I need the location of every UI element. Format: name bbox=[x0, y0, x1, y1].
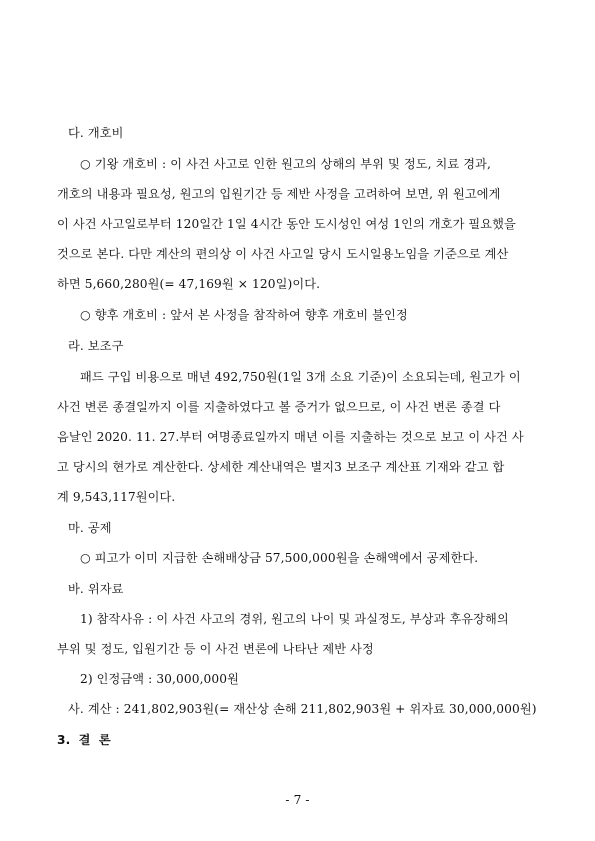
paragraph-line: 사건 변론 종결일까지 이를 지출하였다고 볼 증거가 없으므로, 이 사건 변론 종결 다 bbox=[57, 400, 501, 414]
calculation-line: 사. 계산 : 241,802,903원(= 재산상 손해 211,802,903원 + 위자료 30,000,000원) bbox=[68, 702, 537, 716]
text-run: ○ 기왕 개호비 : 이 사건 사고로 인한 원고의 상해의 부위 및 정도, 치료 경과, bbox=[80, 157, 491, 171]
section-heading-deduction: 마. 공제 bbox=[68, 521, 112, 535]
paragraph-line: ○ 향후 개호비 : 앞서 본 사정을 참작하여 향후 개호비 불인정 bbox=[80, 308, 408, 322]
paragraph-line: 하면 5,660,280원(= 47,169원 × 120일)이다. bbox=[57, 277, 321, 291]
paragraph-line: 2) 인정금액 : 30,000,000원 bbox=[80, 672, 239, 686]
paragraph-line: 패드 구입 비용으로 매년 492,750원(1일 3개 소요 기준)이 소요되는데, 원고가 이 bbox=[80, 370, 521, 384]
paragraph-line: 개호의 내용과 필요성, 원고의 입원기간 등 제반 사정을 고려하여 보면, 위 원고에게 bbox=[57, 187, 501, 201]
paragraph-line: 음날인 2020. 11. 27.부터 여명종료일까지 매년 이를 지출하는 것으로 보고 이 사건 사 bbox=[57, 430, 524, 444]
paragraph-line bbox=[80, 155, 548, 172]
conclusion-heading: 3. 결 론 bbox=[57, 733, 111, 747]
section-heading-nursing: 다. 개호비 bbox=[68, 126, 124, 140]
paragraph-line: ○ 피고가 이미 지급한 손해배상금 57,500,000원을 손해액에서 공제한다. bbox=[80, 551, 479, 565]
page-number: - 7 - bbox=[285, 793, 310, 807]
paragraph-line: 고 당시의 현가로 계산한다. 상세한 계산내역은 별지3 보조구 계산표 기재와 같고 합 bbox=[57, 460, 505, 474]
section-heading-consolation: 바. 위자료 bbox=[68, 582, 124, 596]
paragraph-line: 것으로 본다. 다만 계산의 편의상 이 사건 사고일 당시 도시일용노임을 기준으로 계산 bbox=[57, 247, 509, 261]
section-heading-aids: 라. 보조구 bbox=[68, 339, 124, 353]
paragraph-line: 부위 및 정도, 입원기간 등 이 사건 변론에 나타난 제반 사정 bbox=[57, 642, 374, 656]
paragraph-line: 계 9,543,117원이다. bbox=[57, 490, 176, 504]
paragraph-line: 1) 참작사유 : 이 사건 사고의 경위, 원고의 나이 및 과실정도, 부상과 후유장해의 bbox=[80, 612, 509, 626]
paragraph-line: 이 사건 사고일로부터 120일간 1일 4시간 동안 도시성인 여성 1인의 개호가 필요했을 bbox=[57, 217, 516, 231]
